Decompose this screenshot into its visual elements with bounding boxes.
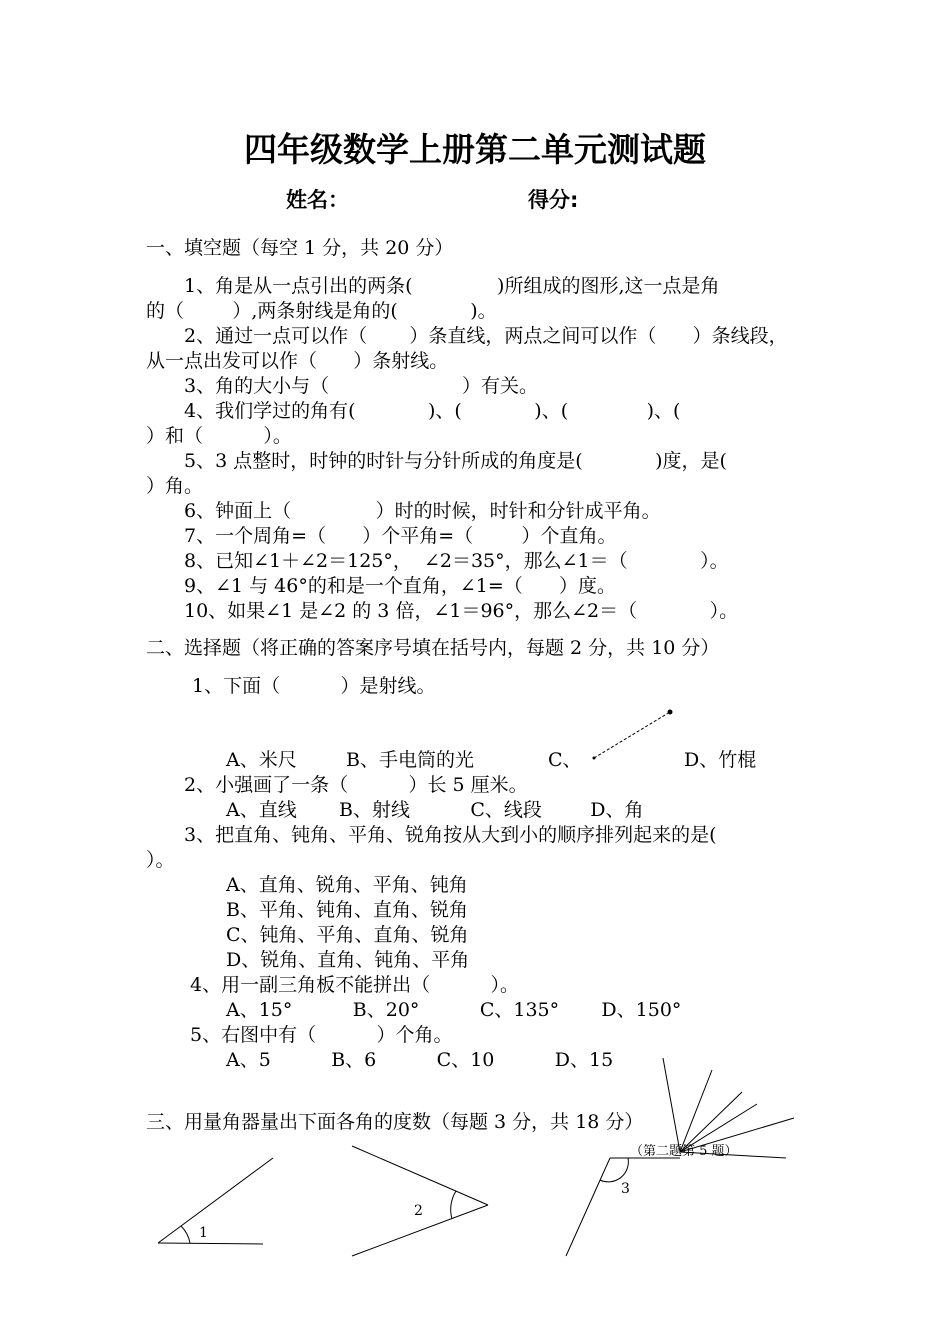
choice-q3-option: B、平角、钝角、直角、锐角	[226, 899, 468, 921]
score-label: 得分:	[528, 188, 579, 212]
fill-q2-line2: 从一点出发可以作（ ）条射线。	[146, 350, 449, 372]
angle-2-label: 2	[414, 1203, 423, 1219]
choice-q2-options: A、直线 B、射线 C、线段 D、角	[226, 799, 644, 821]
fill-q9: 9、∠1 与 46°的和是一个直角，∠1=（ ）度。	[184, 575, 617, 597]
fill-q7: 7、一个周角=（ ）个平角=（ ）个直角。	[184, 525, 617, 547]
choice-q3-line1: 3、把直角、钝角、平角、锐角按从大到小的顺序排列起来的是(	[184, 824, 717, 846]
fill-q1-line1: 1、角是从一点引出的两条( )所组成的图形,这一点是角	[184, 275, 720, 297]
page-title: 四年级数学上册第二单元测试题	[244, 130, 706, 169]
choice-q1-option-c: C、	[548, 749, 582, 771]
fill-q4-line2: ）和（ ）。	[146, 425, 292, 447]
choice-q4: 4、用一副三角板不能拼出（ ）。	[190, 974, 519, 996]
section1-heading: 一、填空题（每空 1 分，共 20 分）	[146, 237, 454, 259]
name-label: 姓名：	[286, 188, 349, 212]
choice-q1: 1、下面（ ）是射线。	[192, 675, 436, 697]
choice-q2: 2、小强画了一条（ ）长 5 厘米。	[184, 774, 528, 796]
angle-fan-figure	[663, 1058, 794, 1158]
fill-q2-line1: 2、通过一点可以作（ ）条直线，两点之间可以作（ ）条线段，	[184, 325, 788, 347]
angle-1-figure	[158, 1158, 273, 1244]
angle-2-figure	[352, 1146, 488, 1256]
choice-q3-option: C、钝角、平角、直角、锐角	[226, 924, 469, 946]
angle-1-label: 1	[199, 1225, 208, 1241]
section2-heading: 二、选择题（将正确的答案序号填在括号内，每题 2 分，共 10 分）	[146, 637, 720, 659]
choice-q4-options: A、15° B、20° C、135° D、150°	[226, 999, 682, 1021]
choice-q5: 5、右图中有（ ）个角。	[190, 1024, 453, 1046]
fill-q4-line1: 4、我们学过的角有( )、( )、( )、(	[184, 400, 681, 422]
fill-q3: 3、角的大小与（ ）有关。	[184, 375, 538, 397]
fill-q1-line2: 的（ ）,两条射线是角的( )。	[146, 300, 497, 322]
choice-q3-option: D、锐角、直角、钝角、平角	[226, 949, 470, 971]
fill-q5-line2: ）角。	[146, 475, 204, 497]
fill-q5-line1: 5、3 点整时，时钟的时针与分针所成的角度是( )度，是(	[184, 450, 727, 472]
fill-q6: 6、钟面上（ ）时的时候，时针和分针成平角。	[184, 500, 661, 522]
angle-3-label: 3	[621, 1181, 630, 1197]
choice-q5-options: A、5 B、6 C、10 D、15	[226, 1049, 614, 1071]
section3-heading: 三、用量角器量出下面各角的度数（每题 3 分，共 18 分）	[146, 1111, 644, 1133]
fill-q8: 8、已知∠1＋∠2＝125°， ∠2＝35°，那么∠1＝（ ）。	[184, 550, 729, 572]
choice-q3-option: A、直角、锐角、平角、钝角	[226, 874, 468, 896]
fill-q10: 10、如果∠1 是∠2 的 3 倍，∠1＝96°，那么∠2＝（ ）。	[184, 600, 739, 622]
choice-q1-option-a: A、米尺	[226, 749, 297, 771]
angle-3-figure	[566, 1158, 680, 1256]
choice-q1-option-d: D、竹棍	[684, 749, 757, 771]
ray-figure	[593, 710, 673, 760]
figure-caption: （第二题第 5 题）	[630, 1144, 738, 1159]
choice-q1-option-b: B、手电筒的光	[346, 749, 474, 771]
choice-q3-line2: ）。	[146, 849, 175, 871]
